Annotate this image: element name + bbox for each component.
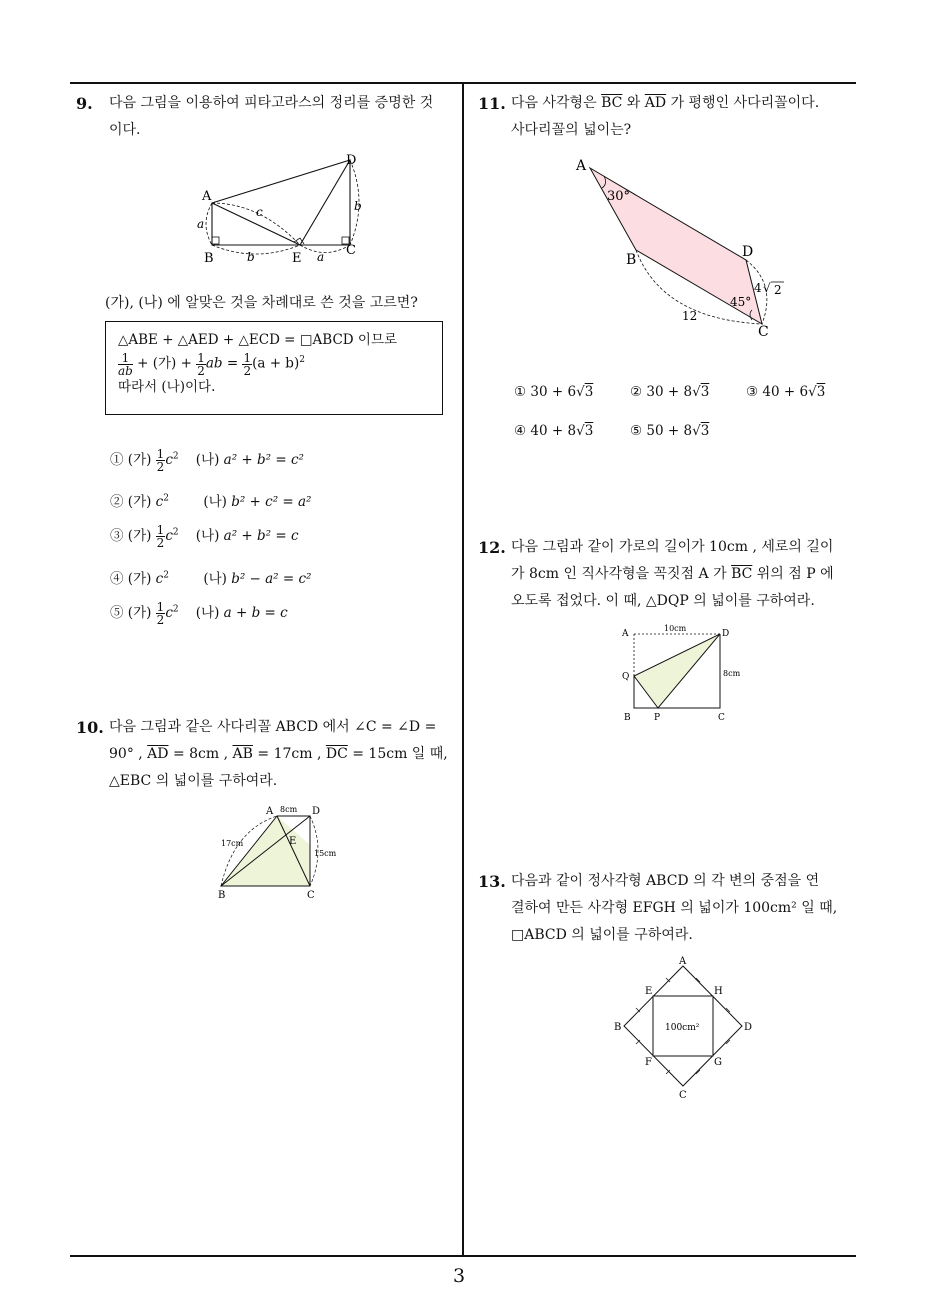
- fig-label: a: [197, 217, 205, 231]
- fig-label: E: [289, 836, 297, 847]
- q9-proof-box: [105, 321, 443, 415]
- question-12: [478, 534, 863, 615]
- fig-label: 17cm: [221, 839, 244, 848]
- fig-label: D: [722, 629, 730, 639]
- fig-label: A: [202, 189, 212, 204]
- question-11: [478, 90, 863, 144]
- q9-option-3[interactable]: ③ (가) $\frac{1}{2}$ $c^2$ (나) a² + b² = c: [110, 523, 299, 550]
- q12-figure: [618, 620, 758, 725]
- fig-label: A: [679, 956, 687, 967]
- q9-prompt: (가), (나) 에 알맞은 것을 차례대로 쓴 것을 고르면?: [105, 295, 418, 311]
- column-divider: [462, 82, 464, 1256]
- question-number: 11.: [478, 94, 506, 113]
- question-text: 다음 사각형은 $\overline{BC}$ 와 $\overline{AD}$ 가 평행인 사다리꼴이다.: [511, 95, 820, 111]
- fig-label: 45°: [730, 295, 752, 309]
- fig-label: P: [654, 713, 661, 723]
- question-9: [76, 90, 461, 144]
- question-number: 12.: [478, 538, 506, 557]
- q9-figure: [190, 148, 380, 268]
- fig-label: 8cm: [280, 805, 298, 814]
- question-text: 다음 그림과 같은 사다리꼴 ABCD 에서 ∠C = ∠D =: [109, 719, 437, 735]
- fig-label: 2: [774, 283, 782, 297]
- question-text: △EBC 의 넓이를 구하여라.: [109, 773, 278, 789]
- fig-label: D: [744, 1022, 753, 1033]
- fraction: $\frac{1}{2}$: [197, 350, 205, 378]
- question-text: 오도록 접었다. 이 때, △DQP 의 넓이를 구하여라.: [511, 593, 815, 609]
- fig-label: B: [204, 251, 214, 266]
- q11-option-1[interactable]: ① 30 + 6√3: [514, 384, 594, 400]
- question-text: □ABCD 의 넓이를 구하여라.: [511, 927, 693, 943]
- fig-label: Q: [622, 672, 630, 682]
- fig-label: A: [622, 629, 629, 639]
- q9-option-1[interactable]: ① (가) $\frac{1}{2}$ $c^2$ (나) a² + b² = c²: [110, 447, 304, 474]
- q10-figure: [214, 800, 349, 905]
- q11-option-3[interactable]: ③ 40 + 6√3: [746, 384, 826, 400]
- fig-label: B: [218, 890, 226, 901]
- question-number: 9.: [76, 94, 93, 113]
- fig-label: √: [763, 281, 771, 295]
- q11-option-4[interactable]: ④ 40 + 8√3: [514, 423, 594, 439]
- fig-label: 15cm: [314, 849, 337, 858]
- question-text: 가 8cm 인 직사각형을 꼭짓점 A 가 $\overline{BC}$ 위의 점 P 에: [511, 566, 834, 582]
- fig-label: F: [645, 1057, 652, 1068]
- question-text: 다음과 같이 정사각형 ABCD 의 각 변의 중점을 연: [511, 873, 820, 889]
- fraction: $\frac{1}{2}$: [243, 350, 252, 378]
- page-number: 3: [453, 1265, 466, 1287]
- q11-option-2[interactable]: ② 30 + 8√3: [630, 384, 710, 400]
- question-13: [478, 868, 863, 949]
- question-text: 사다리꼴의 넓이는?: [511, 122, 632, 138]
- fig-label: E: [292, 251, 302, 266]
- proof-line-2: $\frac{1}{ab}$ + (가) + $\frac{1}{2}$ ab = $\frac{1}{2}$ $(a + b)^2$: [118, 350, 305, 378]
- fig-label: B: [614, 1022, 622, 1033]
- q9-option-5[interactable]: ⑤ (가) $\frac{1}{2}$ $c^2$ (나) a + b = c: [110, 600, 288, 627]
- fig-label: C: [718, 713, 725, 723]
- q9-option-4[interactable]: ④ (가) $c^2$ (나) b² − a² = c²: [110, 570, 312, 587]
- fig-label: D: [346, 153, 357, 168]
- question-10: [76, 714, 461, 795]
- fig-label: H: [714, 986, 723, 997]
- proof-line-1: △ABE + △AED + △ECD = □ABCD 이므로: [118, 332, 398, 348]
- fig-label: C: [758, 324, 769, 339]
- fig-label: 10cm: [664, 624, 687, 633]
- q11-option-5[interactable]: ⑤ 50 + 8√3: [630, 423, 710, 439]
- question-text: 90° , $\overline{AD} = 8cm$ , $\overline{AB} = 17cm$ , $\overline{DC} = 15cm$ 일 때,: [109, 746, 448, 762]
- fig-label: 100cm²: [665, 1023, 700, 1033]
- q11-figure: [572, 154, 797, 339]
- question-text: 결하여 만든 사각형 EFGH 의 넓이가 100cm² 일 때,: [511, 900, 838, 916]
- fig-label: 8cm: [723, 669, 741, 678]
- proof-line-3: 따라서 (나)이다.: [118, 378, 216, 395]
- fig-label: b: [354, 199, 362, 213]
- fig-label: C: [679, 1090, 687, 1101]
- bottom-rule: [70, 1255, 856, 1257]
- fig-label: b: [247, 250, 255, 264]
- fig-label: D: [312, 806, 321, 817]
- fig-label: 4: [754, 281, 762, 295]
- fig-label: A: [576, 158, 587, 174]
- question-number: 10.: [76, 718, 104, 737]
- fig-label: B: [626, 252, 637, 268]
- fig-label: D: [742, 244, 754, 260]
- fig-label: A: [266, 806, 274, 817]
- fig-label: G: [714, 1057, 722, 1068]
- fig-label: C: [307, 890, 315, 901]
- fraction: $\frac{1}{ab}$: [118, 350, 133, 378]
- question-number: 13.: [478, 872, 506, 891]
- fig-label: c: [256, 205, 263, 219]
- fig-label: a: [317, 250, 325, 264]
- q9-option-2[interactable]: ② (가) $c^2$ (나) b² + c² = a²: [110, 493, 312, 510]
- fig-label: B: [624, 713, 631, 723]
- question-text: 다음 그림을 이용하여 피타고라스의 정리를 증명한 것이다.: [109, 95, 434, 138]
- fig-label: 30°: [607, 189, 631, 204]
- fig-label: 12: [682, 309, 698, 323]
- fig-label: E: [645, 986, 653, 997]
- question-text: 다음 그림과 같이 가로의 길이가 10cm , 세로의 길이: [511, 539, 834, 555]
- q13-figure: [608, 952, 758, 1102]
- fig-label: C: [346, 243, 356, 258]
